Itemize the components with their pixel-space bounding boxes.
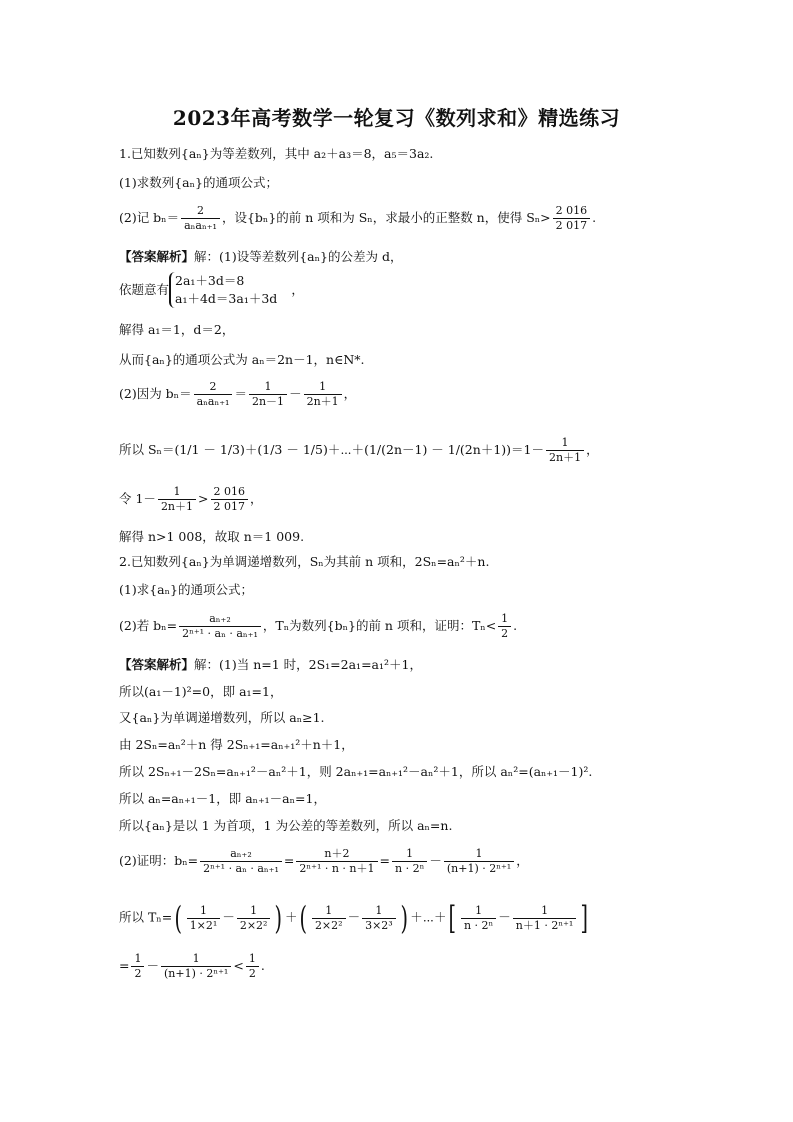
answer2-line7: 所以{aₙ}是以 1 为首项，1 为公差的等差数列，所以 aₙ=n.: [119, 818, 453, 833]
q1-part1: (1)求数列{aₙ}的通项公式；: [119, 175, 278, 190]
answer1-line4: 从而{aₙ}的通项公式为 aₙ＝2n－1，n∈N*.: [119, 352, 365, 367]
answer-heading: 【答案解析】: [119, 249, 195, 264]
answer2-line5: 所以 2Sₙ₊₁－2Sₙ=aₙ₊₁²－aₙ²＋1，则 2aₙ₊₁=aₙ₊₁²－aₙ²＋1，所以 aₙ²=(aₙ₊₁－1)².: [119, 764, 593, 779]
answer1-line3: 解得 a₁＝1，d＝2，: [119, 322, 235, 337]
answer1-system: 依题意有 2a₁＋3d＝8 a₁＋4d＝3a₁＋3d ，: [119, 273, 304, 306]
answer-heading: 【答案解析】: [119, 657, 195, 672]
answer1-line6: 所以 Sₙ＝(1/1 － 1/3)＋(1/3 － 1/5)＋⋯＋(1/(2n－1) － 1/(2n＋1))＝1－ $\frac{1}{2n+1}$ ，: [119, 436, 599, 464]
q1-part2: (2)记 bₙ＝ $\frac{2}{\text{aₙaₙ₊₁}}$ ，设{bₙ}的前 n 项和为 Sₙ，求最小的正整数 n，使得 Sₙ> $\frac{2 016}{2 017}$ .: [119, 204, 597, 232]
q2-part2: (2)若 bₙ= $\frac{\text{aₙ₊₂}}{\text{2ⁿ⁺¹ · aₙ · aₙ₊₁}}$ ，Tₙ为数列{bₙ}的前 n 项和，证明：Tₙ< $\frac{1}{2}$ .: [119, 612, 518, 640]
answer2-line4: 由 2Sₙ=aₙ²＋n 得 2Sₙ₊₁=aₙ₊₁²＋n＋1，: [119, 737, 354, 752]
answer1-line8: 解得 n>1 008，故取 n＝1 009.: [119, 529, 305, 544]
answer1-line5: (2)因为 bₙ＝ $\frac{2}{\text{aₙaₙ₊₁}}$ ＝ $\frac{1}{2n-1}$ － $\frac{1}{2n+1}$ ，: [119, 380, 357, 408]
answer2-line1: 【答案解析】解：(1)当 n=1 时，2S₁=2a₁=a₁²＋1，: [119, 657, 422, 672]
answer2-line2: 所以(a₁－1)²=0，即 a₁=1，: [119, 684, 283, 699]
answer2-line8: (2)证明：bₙ= $\frac{\text{aₙ₊₂}}{\text{2ⁿ⁺¹ · aₙ · aₙ₊₁}}$ = $\frac{n+2}{\text{2ⁿ⁺¹ · n · n＋1}}$ = $\frac{1}{\text{n · 2ⁿ}}$ － $\frac{1}{\text{(n+1) · 2ⁿ⁺¹}}$ ，: [119, 847, 529, 875]
answer2-line3: 又{aₙ}为单调递增数列，所以 aₙ≥1.: [119, 710, 325, 725]
page-title: 2023年高考数学一轮复习《数列求和》精选练习: [172, 106, 621, 130]
fraction: $\frac{2}{\text{aₙaₙ₊₁}}$: [181, 204, 220, 233]
answer1-line1: 【答案解析】解：(1)设等差数列{aₙ}的公差为 d，: [119, 249, 403, 264]
q2-stem: 2.已知数列{aₙ}为单调递增数列，Sₙ为其前 n 项和，2Sₙ=aₙ²＋n.: [119, 554, 490, 569]
answer1-line7: 令 1－ $\frac{1}{2n+1}$ > $\frac{2 016}{2 017}$ ，: [119, 485, 263, 513]
q1-stem: 1.已知数列{aₙ}为等差数列，其中 a₂＋a₃＝8，a₅＝3a₂.: [119, 146, 434, 161]
answer2-line10: = $\frac{1}{2}$ － $\frac{1}{\text{(n+1) · 2ⁿ⁺¹}}$ < $\frac{1}{2}$ .: [119, 952, 265, 980]
answer2-line9: 所以 Tₙ=( $\frac{1}{\text{1×2¹}}$ － $\frac{1}{\text{2×2²}}$ ) ＋( $\frac{1}{\text{2×2²}}$ － $\frac{1}{\text{3×2³}}$ ) ＋⋯＋[ $\frac{1}{\text{n · 2ⁿ}}$ － $\frac{1}{\text{n＋1 · 2ⁿ⁺¹}}$ ]: [119, 899, 589, 937]
equation-system: 2a₁＋3d＝8 a₁＋4d＝3a₁＋3d: [169, 272, 277, 308]
fraction: $\frac{2 016}{2 017}$: [553, 204, 591, 233]
answer2-line6: 所以 aₙ=aₙ₊₁－1，即 aₙ₊₁－aₙ=1，: [119, 791, 326, 806]
q2-part1: (1)求{aₙ}的通项公式；: [119, 582, 253, 597]
